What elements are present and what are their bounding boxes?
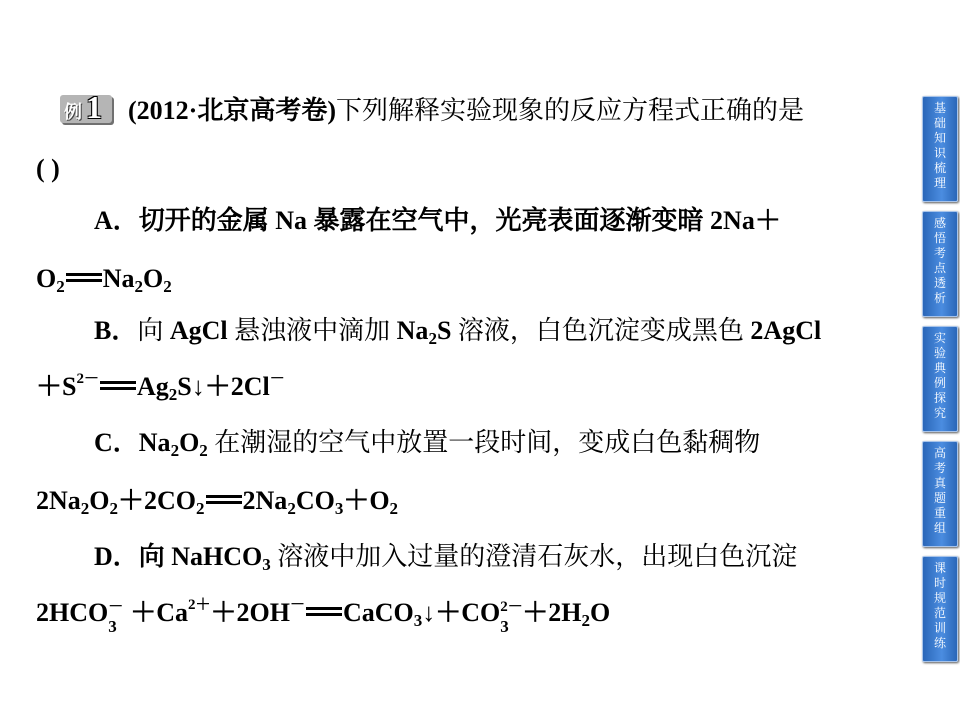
option-b-text: 向 [137,316,170,345]
eq-sub: 2 [389,499,399,518]
eq-part: O [36,264,57,293]
eq-sub: 2 [581,611,591,630]
option-b-text: 悬浊液中滴加 [227,316,397,345]
nav-char: 典 [933,361,946,375]
nav-char: 高 [933,446,946,460]
eq-part: 2Na [242,486,288,515]
nav-char: 真 [933,476,946,490]
nav-char: 训 [933,621,946,635]
eq-subsup [108,599,130,636]
nav-char: 考 [933,246,946,260]
nav-char: 探 [933,391,946,405]
nav-char: 识 [933,146,946,160]
eq-part: 2HCO [36,598,109,627]
option-c-text: 在潮湿的空气中放置一段时间，变成白色黏稠物 [207,428,761,457]
eq-part: ↓＋CO [422,598,501,627]
nav-char: 梳 [933,161,946,175]
equals-sign [66,273,102,282]
eq-part: CO [295,486,335,515]
eq-part: ＋O [343,486,390,515]
option-c-equation [36,486,398,516]
nav-exam-questions-button[interactable] [922,441,958,547]
eq-sub: 2 [170,441,180,460]
nav-char: 究 [933,406,946,420]
eq-part: Na [396,316,429,345]
nav-char: 课 [933,561,946,575]
eq-sup: 2＋ [188,597,211,613]
nav-char: 悟 [933,231,946,245]
nav-key-points-button[interactable] [922,211,958,317]
option-c [94,428,760,458]
eq-part: O [179,428,200,457]
option-d-text: 溶液中加入过量的澄清石灰水，出现白色沉淀 [270,542,798,571]
option-b-label: B． [94,316,138,345]
nav-char: 重 [933,506,946,520]
eq-sub: 2 [199,441,208,460]
eq-sup: － [289,597,305,613]
option-c-label: C． [94,428,139,457]
eq-sup: － [269,371,285,387]
question-source: (2012·北京高考卷) [128,96,336,125]
formula-agcl: AgCl [169,316,228,345]
nav-char: 考 [933,461,946,475]
nav-char: 验 [933,346,946,360]
eq-part: S [177,372,192,401]
eq-part: O [89,486,110,515]
eq-sup: － [108,599,124,615]
nav-char: 础 [933,116,946,130]
formula-na2s [396,316,452,348]
eq-part: ＋2CO [118,486,197,515]
eq-sup: 2－ [76,371,99,387]
nav-char: 组 [933,521,946,535]
eq-sub: 3 [262,555,271,574]
nav-examples-button[interactable] [922,326,958,432]
eq-sub: 2 [196,499,205,518]
eq-part: Na [138,428,171,457]
option-b [94,316,821,346]
nav-basic-knowledge-button[interactable] [922,96,958,202]
equals-sign [206,495,242,504]
eq-sub: 3 [108,617,117,636]
eq-part: CaCO [343,598,414,627]
eq-part: O [143,264,164,293]
option-b-tail: 2AgCl [750,316,822,345]
option-a-label: A． [94,206,139,235]
option-d-text: 向 NaHCO [138,542,263,571]
answer-paren: ( ) [36,154,60,183]
eq-sub: 2 [287,499,296,518]
formula-na2o2 [138,428,208,460]
nav-char: 范 [933,606,946,620]
example-badge [60,89,112,125]
option-d [94,542,797,572]
nav-char: 例 [933,376,946,390]
eq-sub: 2 [56,277,65,296]
eq-subsup [500,599,523,636]
option-b-equation [36,372,285,402]
example-badge-number: 1 [86,89,102,125]
eq-sub: 2 [168,385,178,404]
eq-part: O [590,598,611,627]
nav-char: 点 [933,261,946,275]
eq-part: ＋2OH [210,598,290,627]
eq-part: ＋Ca [130,598,189,627]
nav-practice-button[interactable] [922,556,958,662]
option-b-text: 溶液，白色沉淀变成黑色 [451,316,751,345]
eq-sub: 2 [80,499,90,518]
nav-char: 基 [933,101,946,115]
eq-part: ＋S [36,372,77,401]
nav-char: 实 [933,331,946,345]
eq-part: 2Na [36,486,81,515]
eq-part: Ag [136,372,169,401]
example-badge-prefix: 例 [64,102,82,122]
eq-sub: 2 [163,277,172,296]
option-a-equation [36,264,172,294]
option-a-text: 切开的金属 Na 暴露在空气中，光亮表面逐渐变暗 2Na＋ [138,206,781,235]
eq-sub: 3 [334,499,344,518]
eq-sub: 2 [428,329,437,348]
equals-sign [100,381,136,390]
option-d-label: D． [94,542,139,571]
eq-part: S [436,316,452,345]
eq-sup: 2－ [500,599,523,615]
eq-sub: 3 [413,611,423,630]
nav-char: 析 [933,291,946,305]
eq-sub: 3 [500,617,509,636]
question-stem [128,96,804,126]
question-text: 下列解释实验现象的反应方程式正确的是 [336,96,805,125]
eq-part: Na [102,264,135,293]
nav-char: 透 [933,276,946,290]
nav-char: 时 [933,576,946,590]
option-a [94,206,781,236]
nav-char: 感 [933,216,946,230]
eq-sub: 2 [134,277,144,296]
equals-sign [306,607,342,616]
nav-char: 规 [933,591,946,605]
eq-part: ＋2H [522,598,582,627]
nav-char: 练 [933,636,946,650]
option-d-equation [36,597,611,636]
eq-sub: 2 [109,499,119,518]
nav-char: 知 [933,131,946,145]
nav-char: 理 [933,176,946,190]
nav-char: 题 [933,491,946,505]
eq-part: ↓＋2Cl [191,372,270,401]
